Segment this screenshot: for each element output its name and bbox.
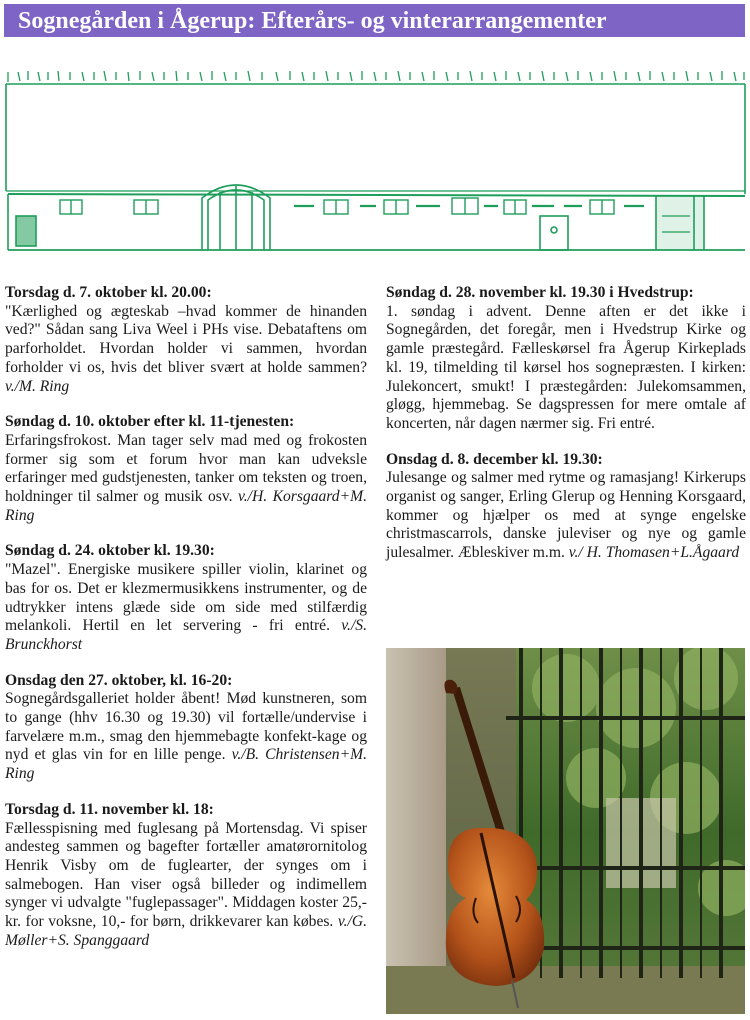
event-item xyxy=(5,284,367,396)
farmhouse-drawing-icon xyxy=(4,66,747,258)
event-heading: Søndag d. 10. oktober efter kl. 11-tjenesten: xyxy=(5,413,295,431)
event-byline: v./H. Korsgaard+M. Ring xyxy=(5,488,367,524)
event-heading: Torsdag d. 11. november kl. 18: xyxy=(5,800,214,818)
event-heading: Onsdag d. 8. december kl. 19.30: xyxy=(386,450,603,468)
events-right-column xyxy=(386,284,746,580)
event-item xyxy=(386,451,746,563)
event-heading: Søndag d. 24. oktober kl. 19.30: xyxy=(5,542,215,560)
event-text: Fællesspisning med fuglesang på Mortensdag. Vi spiser andesteg sammen og bagefter fortæller amatørornitolog Henrik Visby om de fuglearter, der synges om i salmebogen. Han viser også billeder og indimellem synger vi udvalgte "fuglepassager". Middagen koster 25,- kr. for voksne, 10,- for børn, drikkevarer kan købes. xyxy=(5,819,367,931)
event-text: Erfaringsfrokost. Man tager selv mad med og frokosten former sig som et forum hvor man kan udveksle erfaringer med gudstjenesten, tanker om teksten og troen, holdninger til salmer og musik osv. xyxy=(5,431,367,506)
event-item xyxy=(5,672,367,784)
event-byline: v./B. Christensen+M. Ring xyxy=(5,746,367,783)
event-byline: v./M. Ring xyxy=(5,377,70,395)
cello-at-gate-photo-icon xyxy=(386,648,745,1014)
event-byline: v./S. Brunckhorst xyxy=(5,617,367,653)
event-text: Julesange og salmer med rytme og ramasjang! Kirkerups organist og sanger, Erling Glerup og Henning Korsgaard, kommer og hjælper os med at synge engelske christmascarrols, danske juleviser og nye og gamle julesalmer. Æbleskiver m.m. xyxy=(386,469,746,562)
event-item xyxy=(386,284,746,434)
event-byline: v./G. Møller+S. Spanggaard xyxy=(5,913,367,949)
event-item xyxy=(5,542,367,654)
event-heading: Onsdag den 27. oktober, kl. 16-20: xyxy=(5,671,233,689)
event-text: Sognegårdsgalleriet holder åbent! Mød kunstneren, som to gange (hhv 16.30 og 19.30) vil fortælle/undervise i farvelære m.m., smag den hjemmebagte konfekt-kage og nyd et glas vin for en lille penge. xyxy=(5,690,367,764)
page-banner xyxy=(4,4,745,37)
event-text: "Kærlighed og ægteskab –hvad kommer de hinanden ved?" Sådan sang Liva Weel i PHs vise. Debataftens om parforholdet. Hvordan holder vi sammen, hvordan forholder vi os, hvis det bliver svært at holde sammen? xyxy=(5,302,367,376)
event-text: "Mazel". Energiske musikere spiller violin, klarinet og bas for os. Det er klezmermusikkens instrumenter, og de udtrykker intens glæde side om side med stilfærdig melankoli. Hertil en let servering - fri entré. xyxy=(5,561,367,635)
page-title: Sognegården i Ågerup: Efterårs- og vinterarrangementer xyxy=(18,8,607,34)
event-heading: Søndag d. 28. november kl. 19.30 i Hvedstrup: xyxy=(386,284,694,301)
event-item xyxy=(5,801,367,951)
event-byline: v./ H. Thomasen+L.Ågaard xyxy=(568,544,740,562)
events-left-column xyxy=(5,284,367,968)
event-text: 1. søndag i advent. Denne aften er det ikke i Sognegården, det foregår, men i Hvedstrup Kirke og gamle præstegård. Fælleskørsel fra Ågerup Kirkeplads kl. 19, tilmelding til kørsel hos sognepræsten. I kirken: Julekoncert, smukt! I præstegården: Julekomsammen, gløgg, hjemmebag. Se dagspressen for mere omtale af koncerten, når dagen nærmer sig. Fri entré. xyxy=(386,302,746,432)
event-heading: Torsdag d. 7. oktober kl. 20.00: xyxy=(5,284,212,301)
event-item xyxy=(5,413,367,525)
